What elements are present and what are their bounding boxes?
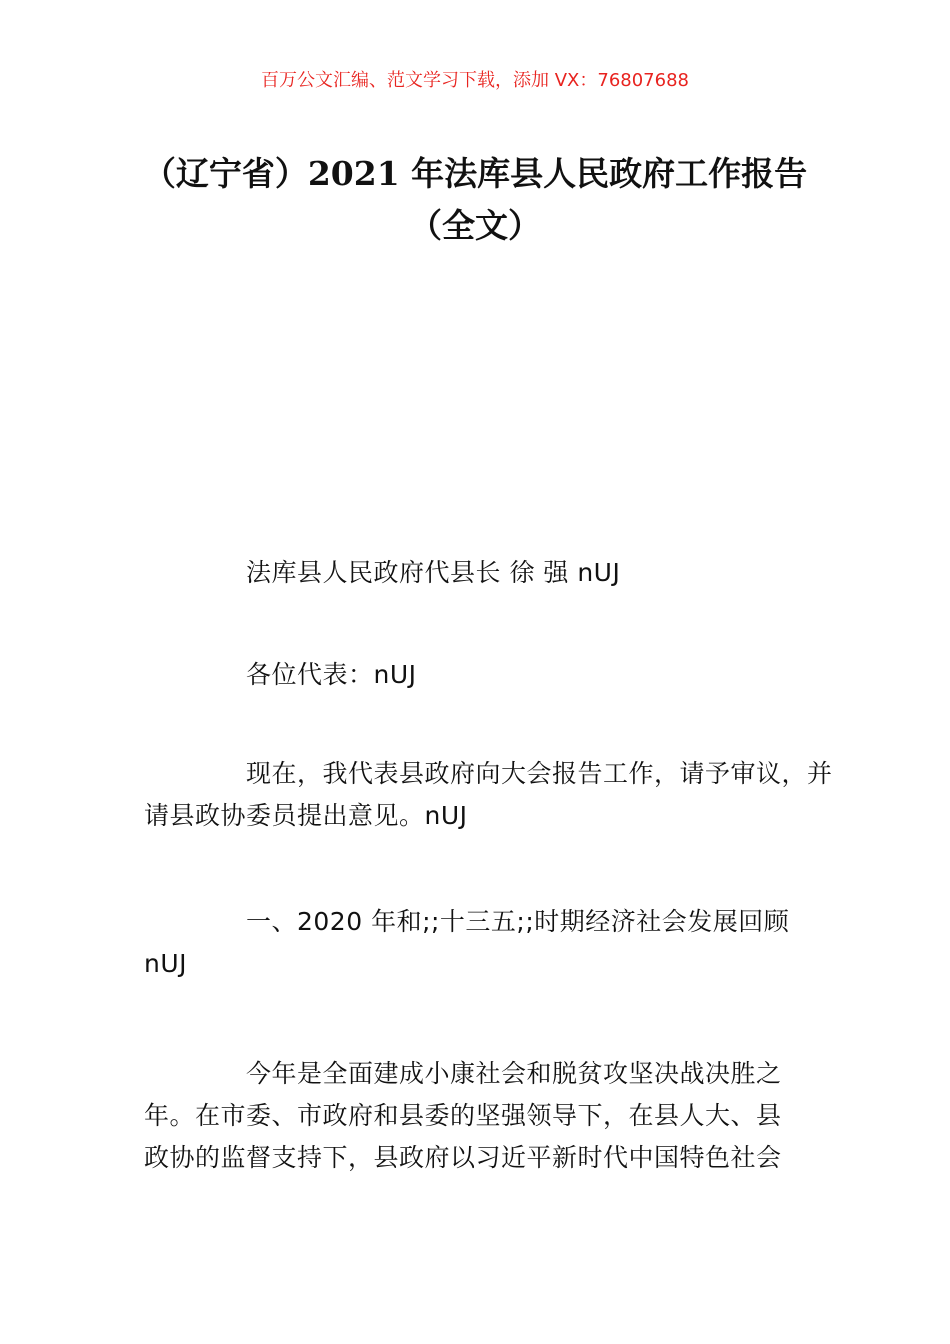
body-paragraph-line: 政协的监督支持下，县政府以习近平新时代中国特色社会 (144, 1143, 782, 1172)
intro-paragraph: 现在，我代表县政府向大会报告工作，请予审议，并请县政协委员提出意见。nUJ (144, 759, 833, 830)
body-paragraph-line: 今年是全面建成小康社会和脱贫攻坚决战决胜之 (246, 1059, 782, 1088)
body-paragraph (144, 1053, 834, 1179)
body-paragraph-line: 年。在市委、市政府和县委的坚强领导下，在县人大、县 (144, 1101, 782, 1130)
author-line: 法库县人民政府代县长 徐 强 nUJ (246, 558, 621, 587)
salutation: 各位代表：nUJ (246, 660, 417, 689)
watermark-header: 百万公文汇编、范文学习下载，添加 VX：76807688 (261, 70, 689, 91)
document-title: （辽宁省）2021 年法库县人民政府工作报告（全文） (142, 154, 808, 245)
section-heading: 一、2020 年和;;十三五;;时期经济社会发展回顾 nUJ (144, 907, 790, 978)
